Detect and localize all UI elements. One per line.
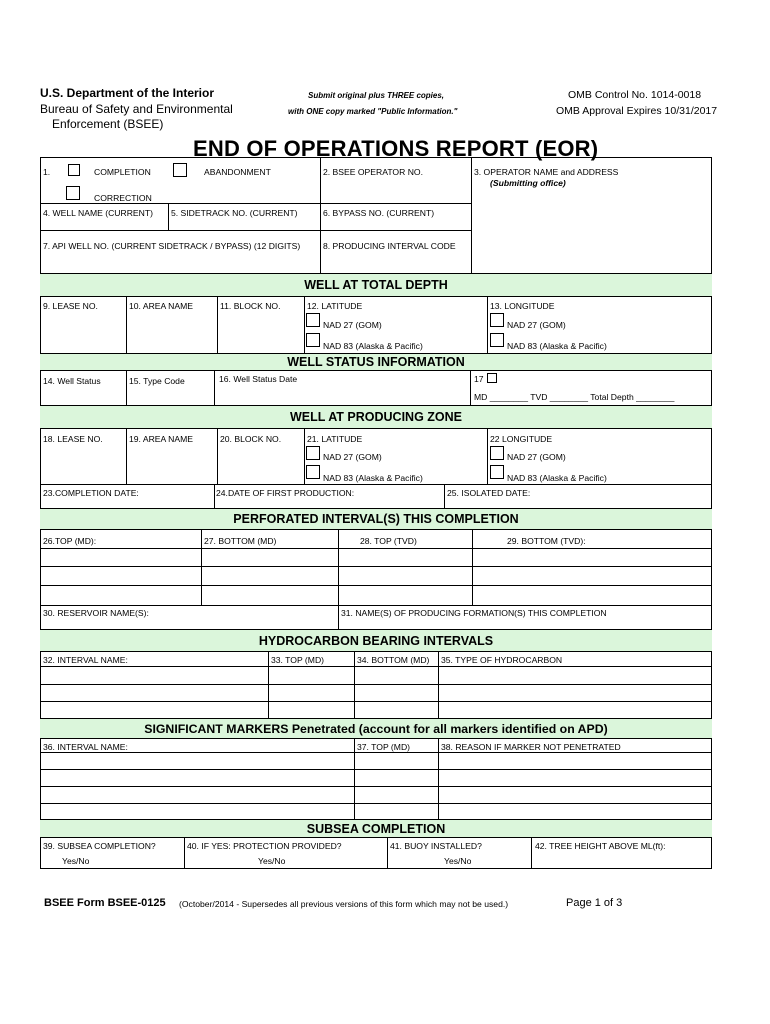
divider bbox=[217, 297, 218, 353]
field-35-hydrocarbon-type: 35. TYPE OF HYDROCARBON bbox=[441, 655, 563, 665]
section-heading-producing-zone: WELL AT PRODUCING ZONE bbox=[40, 405, 712, 429]
field-20-block-no: 20. BLOCK NO. bbox=[220, 434, 282, 444]
omb-approval-expiry: OMB Approval Expires 10/31/2017 bbox=[556, 105, 718, 117]
completion-checkbox[interactable] bbox=[68, 164, 80, 176]
divider bbox=[40, 203, 472, 204]
divider bbox=[387, 838, 388, 869]
pz-lat-nad83-label: NAD 83 (Alaska & Pacific) bbox=[323, 473, 423, 483]
divider bbox=[168, 203, 169, 230]
field-26-top-md: 26.TOP (MD): bbox=[43, 536, 97, 546]
field-22-longitude: 22 LONGITUDE bbox=[490, 434, 553, 444]
field-13-longitude: 13. LONGITUDE bbox=[490, 301, 555, 311]
depth-measurements: MD ________ TVD ________ Total Depth ________ bbox=[474, 392, 675, 402]
abandonment-label: ABANDONMENT bbox=[204, 167, 271, 177]
lat-nad27-label: NAD 27 (GOM) bbox=[323, 320, 382, 330]
field-38-reason: 38. REASON IF MARKER NOT PENETRATED bbox=[441, 742, 621, 752]
field-21-latitude: 21. LATITUDE bbox=[307, 434, 363, 444]
field-37-top-md: 37. TOP (MD) bbox=[357, 742, 411, 752]
field-6-bypass-no: 6. BYPASS NO. (CURRENT) bbox=[323, 208, 435, 218]
field-19-area-name: 19. AREA NAME bbox=[129, 434, 194, 444]
lon-nad83-checkbox[interactable] bbox=[490, 333, 504, 347]
divider bbox=[531, 838, 532, 869]
lat-nad27-checkbox[interactable] bbox=[306, 313, 320, 327]
section-heading-markers: SIGNIFICANT MARKERS Penetrated (account for all markers identified on APD) bbox=[40, 718, 712, 739]
field-16-status-date: 16. Well Status Date bbox=[219, 374, 298, 384]
field-11-block-no: 11. BLOCK NO. bbox=[220, 301, 281, 311]
field-18-lease-no: 18. LEASE NO. bbox=[43, 434, 103, 444]
divider bbox=[40, 666, 712, 667]
divider bbox=[487, 429, 488, 484]
divider bbox=[472, 530, 473, 605]
field-17-label: 17 bbox=[474, 374, 484, 384]
bureau-name-line1: Bureau of Safety and Environmental bbox=[40, 102, 233, 116]
pz-lat-nad27-checkbox[interactable] bbox=[306, 446, 320, 460]
divider bbox=[320, 158, 321, 273]
abandonment-checkbox[interactable] bbox=[173, 163, 187, 177]
divider bbox=[304, 429, 305, 484]
divider bbox=[444, 484, 445, 508]
field-39-subsea-completion: 39. SUBSEA COMPLETION? bbox=[43, 841, 156, 851]
divider bbox=[40, 684, 712, 685]
field-41-buoy: 41. BUOY INSTALLED? bbox=[390, 841, 482, 851]
divider bbox=[40, 752, 712, 753]
form-identifier: BSEE Form BSEE-0125 bbox=[44, 897, 166, 909]
submit-instructions-line2: with ONE copy marked "Public Information." bbox=[288, 107, 458, 116]
department-name: U.S. Department of the Interior bbox=[40, 86, 215, 100]
field-15-type-code: 15. Type Code bbox=[129, 376, 185, 386]
field-40-yes-no: Yes/No bbox=[258, 856, 286, 866]
field-23-completion-date: 23.COMPLETION DATE: bbox=[43, 488, 139, 498]
field-32-interval-name: 32. INTERVAL NAME: bbox=[43, 655, 128, 665]
field-10-area-name: 10. AREA NAME bbox=[129, 301, 194, 311]
field-30-reservoir-names: 30. RESERVOIR NAME(S): bbox=[43, 608, 149, 618]
section-heading-subsea: SUBSEA COMPLETION bbox=[40, 819, 712, 838]
divider bbox=[338, 530, 339, 629]
field-34-bottom-md: 34. BOTTOM (MD) bbox=[357, 655, 430, 665]
page-number: Page 1 of 3 bbox=[566, 897, 623, 909]
field-33-top-md: 33. TOP (MD) bbox=[271, 655, 325, 665]
field-4-well-name: 4. WELL NAME (CURRENT) bbox=[43, 208, 153, 218]
divider bbox=[214, 484, 215, 508]
field-14-well-status: 14. Well Status bbox=[43, 376, 101, 386]
field-31-formation-names: 31. NAME(S) OF PRODUCING FORMATION(S) THIS COMPLETION bbox=[341, 608, 607, 618]
lat-nad83-label: NAD 83 (Alaska & Pacific) bbox=[323, 341, 423, 351]
divider bbox=[487, 297, 488, 353]
divider bbox=[40, 548, 712, 549]
form-revision-note: (October/2014 - Supersedes all previous versions of this form which may not be used.) bbox=[179, 899, 509, 909]
field-2-operator-no: 2. BSEE OPERATOR NO. bbox=[323, 167, 423, 177]
field-7-api-well-no: 7. API WELL NO. (CURRENT SIDETRACK / BYPASS) (12 DIGITS) bbox=[43, 241, 301, 251]
lon-nad83-label: NAD 83 (Alaska & Pacific) bbox=[507, 341, 607, 351]
form-title: END OF OPERATIONS REPORT (EOR) bbox=[193, 136, 599, 161]
field-39-yes-no: Yes/No bbox=[62, 856, 90, 866]
omb-control-number: OMB Control No. 1014-0018 bbox=[568, 89, 702, 101]
correction-label: CORRECTION bbox=[94, 193, 152, 203]
pz-lat-nad83-checkbox[interactable] bbox=[306, 465, 320, 479]
lon-nad27-checkbox[interactable] bbox=[490, 313, 504, 327]
divider bbox=[40, 566, 712, 567]
field-12-latitude: 12. LATITUDE bbox=[307, 301, 363, 311]
section-heading-total-depth: WELL AT TOTAL DEPTH bbox=[40, 273, 712, 297]
field-24-first-production: 24.DATE OF FIRST PRODUCTION: bbox=[216, 488, 355, 498]
field-42-tree-height: 42. TREE HEIGHT ABOVE ML(ft): bbox=[535, 841, 666, 851]
divider bbox=[40, 803, 712, 804]
field-25-isolated-date: 25. ISOLATED DATE: bbox=[447, 488, 531, 498]
pz-lon-nad27-checkbox[interactable] bbox=[490, 446, 504, 460]
divider bbox=[40, 585, 712, 586]
pz-lon-nad83-checkbox[interactable] bbox=[490, 465, 504, 479]
pz-lat-nad27-label: NAD 27 (GOM) bbox=[323, 452, 382, 462]
field-5-sidetrack-no: 5. SIDETRACK NO. (CURRENT) bbox=[171, 208, 298, 218]
divider bbox=[40, 605, 712, 606]
pz-lon-nad27-label: NAD 27 (GOM) bbox=[507, 452, 566, 462]
divider bbox=[304, 297, 305, 353]
field-36-interval-name: 36. INTERVAL NAME: bbox=[43, 742, 128, 752]
section-heading-well-status: WELL STATUS INFORMATION bbox=[40, 353, 712, 371]
divider bbox=[40, 769, 712, 770]
section-heading-perforated: PERFORATED INTERVAL(S) THIS COMPLETION bbox=[40, 508, 712, 530]
divider bbox=[214, 371, 215, 405]
field-8-interval-code: 8. PRODUCING INTERVAL CODE bbox=[323, 241, 456, 251]
field-9-lease-no: 9. LEASE NO. bbox=[43, 301, 98, 311]
field-3-operator-name: 3. OPERATOR NAME and ADDRESS bbox=[474, 167, 619, 177]
divider bbox=[126, 297, 127, 353]
divider bbox=[40, 230, 472, 231]
divider bbox=[354, 652, 355, 718]
field-17-checkbox[interactable] bbox=[487, 373, 497, 383]
divider bbox=[126, 429, 127, 484]
divider bbox=[201, 530, 202, 605]
divider bbox=[354, 739, 355, 819]
field-40-protection: 40. IF YES: PROTECTION PROVIDED? bbox=[187, 841, 342, 851]
section-heading-hydrocarbon: HYDROCARBON BEARING INTERVALS bbox=[40, 629, 712, 652]
correction-checkbox[interactable] bbox=[66, 186, 80, 200]
divider bbox=[40, 701, 712, 702]
divider bbox=[184, 838, 185, 869]
divider bbox=[126, 371, 127, 405]
bureau-name-line2: Enforcement (BSEE) bbox=[52, 117, 164, 131]
field-27-bottom-md: 27. BOTTOM (MD) bbox=[204, 536, 277, 546]
pz-lon-nad83-label: NAD 83 (Alaska & Pacific) bbox=[507, 473, 607, 483]
field-28-top-tvd: 28. TOP (TVD) bbox=[360, 536, 417, 546]
divider bbox=[217, 429, 218, 484]
field-41-yes-no: Yes/No bbox=[444, 856, 472, 866]
divider bbox=[40, 484, 712, 485]
divider bbox=[40, 786, 712, 787]
submit-instructions-line1: Submit original plus THREE copies, bbox=[308, 91, 445, 100]
field-1-number: 1. bbox=[43, 167, 51, 177]
field-29-bottom-tvd: 29. BOTTOM (TVD): bbox=[507, 536, 586, 546]
divider bbox=[268, 652, 269, 718]
completion-label: COMPLETION bbox=[94, 167, 151, 177]
divider bbox=[438, 652, 439, 718]
divider bbox=[470, 371, 471, 405]
divider bbox=[438, 739, 439, 819]
lon-nad27-label: NAD 27 (GOM) bbox=[507, 320, 566, 330]
divider bbox=[471, 158, 472, 273]
lat-nad83-checkbox[interactable] bbox=[306, 333, 320, 347]
field-3-sublabel: (Submitting office) bbox=[490, 178, 566, 188]
